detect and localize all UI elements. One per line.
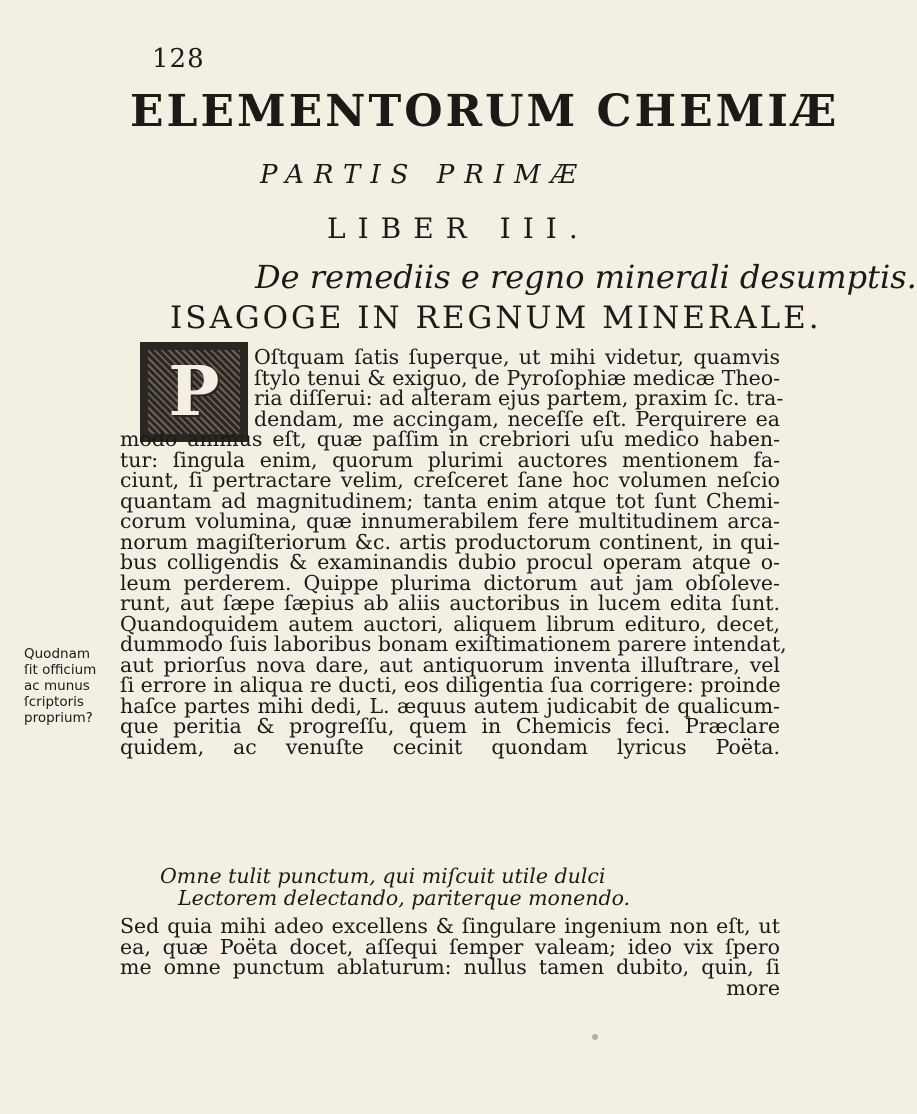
verse-line: Lectorem delectando, pariterque monendo. bbox=[178, 886, 631, 910]
text-line: ſi errore in aliqua re ducti, eos diligentia ſua corrigere: proinde bbox=[120, 673, 781, 697]
text-line: tur: ſingula enim, quorum plurimi auctores mentionem fa- bbox=[120, 447, 780, 472]
margin-note bbox=[24, 646, 96, 726]
text-line: dendam, me accingam, neceſſe eſt. Perquirere ea bbox=[254, 406, 780, 431]
text-line: aut priorſus nova dare, aut antiquorum inventa illuſtrare, vel bbox=[120, 652, 780, 677]
verse-line: Omne tulit punctum, qui miſcuit utile dulci bbox=[160, 864, 606, 888]
text-line: haſce partes mihi dedi, L. æquus autem judicabit de qualicum- bbox=[120, 693, 780, 718]
text-line: ciunt, ſi pertractare velim, creſceret ſane hoc volumen neſcio bbox=[120, 468, 780, 492]
paper-spot bbox=[592, 1034, 598, 1040]
text-line: Oſtquam ſatis ſuperque, ut mihi videtur, quamvis bbox=[254, 345, 780, 369]
text-line: modo animus eſt, quæ paſſim in crebriori uſu medico haben- bbox=[120, 427, 780, 451]
text-line: que peritia & progreſſu, quem in Chemicis feci. Præclare bbox=[120, 714, 780, 738]
text-line: Quandoquidem autem auctori, aliquem librum edituro, decet, bbox=[120, 611, 780, 636]
book-title: ELEMENTORUM CHEMIÆ bbox=[130, 86, 840, 137]
text-line: dummodo ſuis laboribus bonam exiſtimationem parere intendat, bbox=[120, 632, 787, 656]
text-line: bus colligendis & examinandis dubio procul operam atque o- bbox=[120, 550, 780, 574]
margin-note-line: ſcriptoris bbox=[24, 694, 84, 710]
chapter-subtitle: De remediis e regno minerali desumptis. bbox=[255, 258, 917, 296]
text-line: corum volumina, quæ innumerabilem fere multitudinem arca- bbox=[120, 509, 780, 533]
text-line: ſtylo tenui & exiguo, de Pyroſophiæ medicæ Theo- bbox=[254, 365, 780, 390]
text-line: runt, aut ſæpe ſæpius ab aliis auctoribus in lucem edita ſunt. bbox=[120, 591, 780, 615]
text-line: me omne punctum ablaturum: nullus tamen dubito, quin, ſi bbox=[120, 955, 780, 979]
margin-note-line: ac munus bbox=[24, 678, 90, 694]
verse-quotation bbox=[160, 865, 630, 909]
margin-note-line: ſit officium bbox=[24, 662, 97, 678]
page-number: 128 bbox=[152, 44, 205, 74]
drop-cap-letter: P bbox=[168, 352, 220, 432]
margin-note-line: Quodnam bbox=[24, 646, 90, 662]
text-line: ea, quæ Poëta docet, aſſequi ſemper valeam; ideo vix ſpero bbox=[120, 934, 780, 959]
text-line: quantam ad magnitudinem; tanta enim atque tot ſunt Chemi- bbox=[120, 488, 780, 513]
part-title: PARTIS PRIMÆ bbox=[260, 160, 587, 190]
text-line: leum perderem. Quippe plurima dictorum aut jam obſoleve- bbox=[120, 570, 780, 595]
section-heading: ISAGOGE IN REGNUM MINERALE. bbox=[170, 300, 822, 336]
body-paragraph bbox=[120, 427, 787, 759]
text-line: Sed quia mihi adeo excellens & ſingulare ingenium non eſt, ut bbox=[120, 914, 780, 938]
liber-heading: LIBER III. bbox=[327, 212, 590, 245]
text-line: norum magiſteriorum &c. artis productorum continent, in qui- bbox=[120, 529, 780, 554]
margin-note-line: proprium? bbox=[24, 710, 93, 726]
text-line: quidem, ac venuſte cecinit quondam lyricus Poëta. bbox=[120, 734, 780, 759]
first-paragraph-lines bbox=[254, 345, 784, 431]
ornament-hatching bbox=[148, 350, 240, 434]
catchword: more bbox=[726, 975, 780, 1000]
closing-paragraph bbox=[120, 916, 780, 998]
text-line: ria diſſerui: ad alteram ejus partem, praxim ſc. tra- bbox=[254, 386, 784, 410]
